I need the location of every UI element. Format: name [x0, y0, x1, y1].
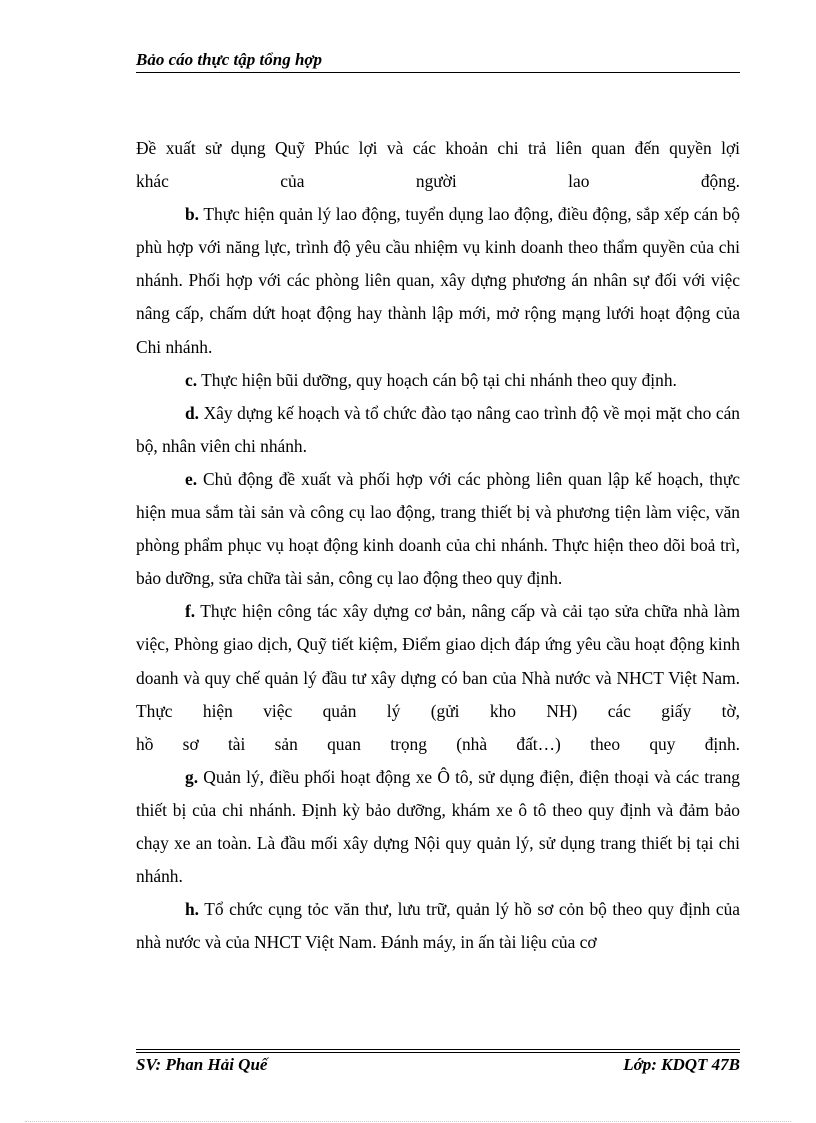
paragraph-h-label: h. — [185, 899, 200, 920]
paragraph-c-label: c. — [185, 369, 198, 390]
paragraph-d — [136, 397, 740, 463]
paragraph-b — [136, 198, 740, 363]
paragraph-b-text: Thực hiện quản lý lao động, tuyển dụng lao động, điều động, sắp xếp cán bộ phù hợp với năng lực, trình độ yêu cầu nhiệm vụ kinh doanh theo thẩm quyền của chi nhánh. Phối hợp với các phòng liên quan, xây dựng phương án nhân sự đối với việc nâng cấp, chấm dứt hoạt động hay thành lập mới, mở rộng mạng lưới hoạt động của Chi nhánh. — [136, 204, 740, 357]
paragraph-f-label: f. — [185, 601, 196, 622]
paragraph-g — [136, 761, 740, 893]
footer-class: Lớp: KDQT 47B — [623, 1055, 740, 1074]
footer-rule-top — [136, 1049, 740, 1050]
header-title: Bảo cáo thực tập tổng hợp — [136, 50, 323, 69]
paragraph-g-label: g. — [185, 766, 199, 787]
paragraph-f-text: Thực hiện công tác xây dựng cơ bản, nâng cấp và cải tạo sửa chữa nhà làm việc, Phòng giao dịch, Quỹ tiết kiệm, Điểm giao dịch đáp ứng yêu cầu hoạt động kinh doanh và quy chế quản lý đầu tư xây dựng có ban của Nhà nước và NHCT Việt Nam. Thực hiện việc quản lý (gửi kho NH) các giấy tờ, — [136, 601, 740, 721]
paragraph-c-text: Thực hiện bũi dưỡng, quy hoạch cán bộ tại chi nhánh theo quy định. — [197, 369, 677, 390]
paragraph-f-last-line: hồ sơ tài sản quan trọng (nhà đất…) theo quy định. — [136, 733, 740, 754]
paragraph-b-label: b. — [185, 204, 200, 225]
paragraph-g-text: Quản lý, điều phối hoạt động xe Ô tô, sử dụng điện, điện thoại và các trang thiết bị của chi nhánh. Định kỳ bảo dưỡng, khám xe ô tô theo quy định và đảm bảo chạy xe an toàn. Là đầu mối xây dựng Nội quy quản lý, sử dụng trang thiết bị tại chi nhánh. — [136, 766, 740, 887]
document-body — [136, 132, 740, 959]
paragraph-f — [136, 595, 740, 727]
paragraph-c — [136, 364, 740, 397]
paragraph-a-line-1: Đề xuất sử dụng Quỹ Phúc lợi và các khoản chi trả liên quan đến quyền lợi — [136, 138, 740, 158]
paragraph-d-text: Xây dựng kế hoạch và tổ chức đào tạo nâng cao trình độ về mọi mặt cho cán bộ, nhân viên chi nhánh. — [136, 402, 740, 456]
paragraph-e-label: e. — [185, 468, 198, 489]
paragraph-e — [136, 463, 740, 595]
paragraph-a-line-2: khác của người lao động. — [136, 171, 740, 192]
paragraph-h — [136, 893, 740, 959]
footer-rule-bottom — [136, 1052, 740, 1053]
footer-student: SV: Phan Hải Quế — [136, 1055, 268, 1074]
paragraph-e-text: Chủ động đề xuất và phối hợp với các phòng liên quan lập kế hoạch, thực hiện mua sắm tài sản và công cụ lao động, trang thiết bị và phương tiện làm việc, văn phòng phẩm phục vụ hoạt động kinh doanh của chi nhánh. Thực hiện theo dõi boả trì, bảo dưỡng, sửa chữa tài sản, công cụ lao động theo quy định. — [136, 468, 740, 589]
paragraph-d-label: d. — [185, 402, 200, 423]
page-edge — [25, 1121, 791, 1122]
header-rule — [136, 72, 740, 73]
paragraph-h-text: Tổ chức cụng tỏc văn thư, lưu trữ, quản lý hồ sơ cỏn bộ theo quy định của nhà nước và của NHCT Việt Nam. Đánh máy, in ấn tài liệu của cơ — [136, 899, 740, 953]
